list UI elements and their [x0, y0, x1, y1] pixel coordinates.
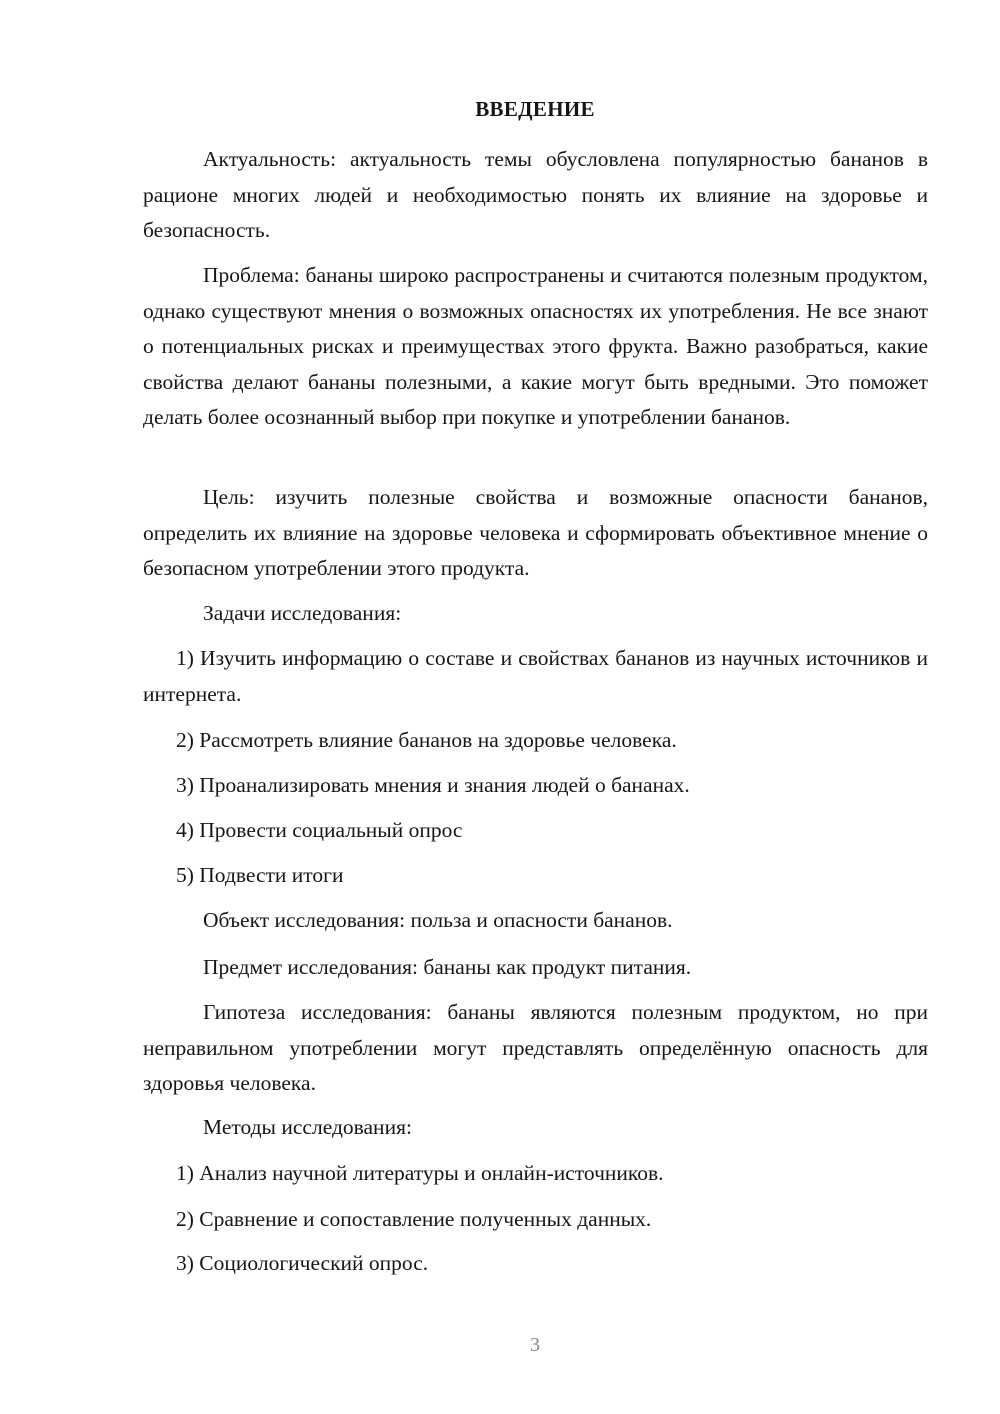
page-title: ВВЕДЕНИЕ [475, 97, 595, 121]
tasks-heading: Задачи исследования: [203, 601, 402, 625]
task-item: 1) Изучить информацию о составе и свойствах бананов из научных источников и интернета. [143, 646, 928, 706]
task-item: 3) Проанализировать мнения и знания людей о бананах. [176, 773, 690, 797]
problem-paragraph: Проблема: бананы широко распространены и считаются полезным продуктом, однако существуют мнения о возможных опасностях их употребления. Не все знают о потенциальных рисках и преимуществах этого фрукта. Важно разобраться, какие свойства делают бананы полезными, а какие могут быть вредными. Это поможет делать более осознанный выбор при покупке и употреблении бананов. [143, 263, 928, 429]
task-item: 2) Рассмотреть влияние бананов на здоровье человека. [176, 728, 677, 752]
relevance-paragraph: Актуальность: актуальность темы обусловлена популярностью бананов в рационе многих людей и необходимостью понять их влияние на здоровье и безопасность. [143, 147, 928, 242]
subject-paragraph: Предмет исследования: бананы как продукт питания. [203, 955, 692, 979]
methods-heading: Методы исследования: [203, 1115, 412, 1139]
page-number: 3 [530, 1334, 540, 1356]
method-item: 3) Социологический опрос. [176, 1251, 429, 1275]
task-item: 4) Провести социальный опрос [176, 818, 463, 842]
method-item: 2) Сравнение и сопоставление полученных данных. [176, 1207, 652, 1231]
hypothesis-paragraph: Гипотеза исследования: бананы являются полезным продуктом, но при неправильном употреблении могут представлять определённую опасность для здоровья человека. [143, 1000, 928, 1095]
task-item: 5) Подвести итоги [176, 863, 344, 887]
object-paragraph: Объект исследования: польза и опасности бананов. [203, 908, 673, 932]
method-item: 1) Анализ научной литературы и онлайн-источников. [176, 1161, 664, 1185]
goal-paragraph: Цель: изучить полезные свойства и возможные опасности бананов, определить их влияние на здоровье человека и сформировать объективное мнение о безопасном употреблении этого продукта. [143, 485, 928, 580]
